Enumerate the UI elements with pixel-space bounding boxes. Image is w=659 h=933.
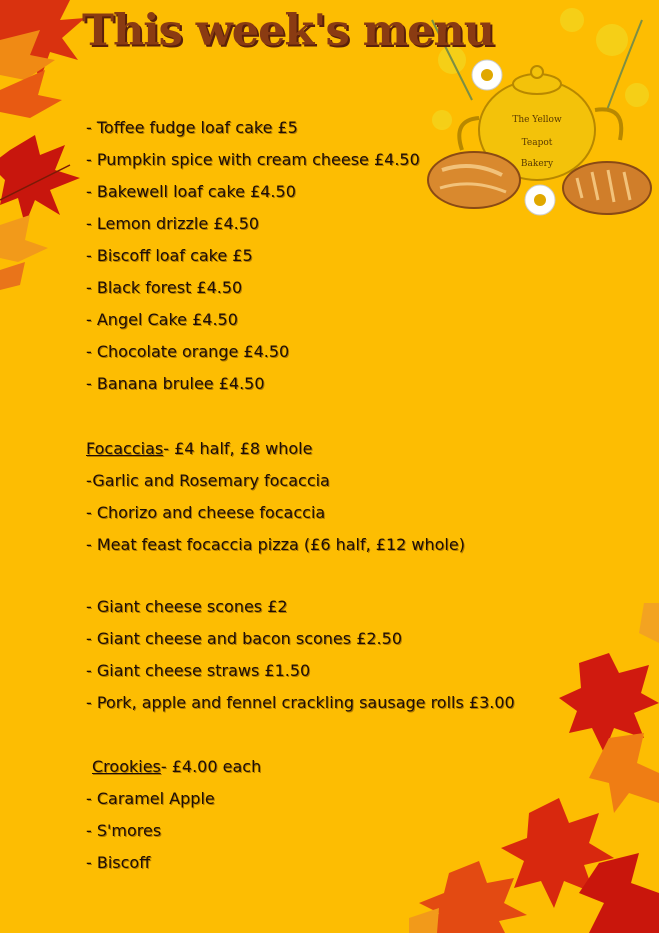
menu-item: - Pumpkin spice with cream cheese £4.50: [86, 150, 420, 169]
menu-item: - Biscoff: [86, 853, 151, 872]
page-title: This week's menu: [82, 6, 495, 56]
menu-item: - Chocolate orange £4.50: [86, 342, 290, 361]
menu-item: - Giant cheese straws £1.50: [86, 661, 311, 680]
menu-item: - Meat feast focaccia pizza (£6 half, £12 whole): [86, 535, 465, 554]
crookies-heading: Crookies: [92, 757, 161, 776]
menu-item: - Lemon drizzle £4.50: [86, 214, 260, 233]
menu-item: - Giant cheese scones £2: [86, 597, 288, 616]
logo-text-line3: Bakery: [520, 159, 554, 169]
menu-item: - Toffee fudge loaf cake £5: [86, 118, 298, 137]
section-heading-focaccias: [86, 439, 312, 458]
menu-item: - Giant cheese and bacon scones £2.50: [86, 629, 402, 648]
autumn-leaves-bottom-right-decoration: [409, 603, 659, 933]
menu-item: - Pork, apple and fennel crackling sausage rolls £3.00: [86, 693, 515, 712]
menu-item: - Banana brulee £4.50: [86, 374, 265, 393]
focaccias-price: - £4 half, £8 whole: [163, 439, 313, 458]
bread-loaf-icon: [428, 152, 520, 208]
focaccias-heading: Focaccias: [86, 439, 164, 458]
menu-item: - Angel Cake £4.50: [86, 310, 238, 329]
section-heading-crookies: [92, 757, 261, 776]
menu-item: - Bakewell loaf cake £4.50: [86, 182, 296, 201]
menu-item: - Black forest £4.50: [86, 278, 243, 297]
menu-item: - Biscoff loaf cake £5: [86, 246, 253, 265]
logo-text-line1: The Yellow: [512, 115, 562, 125]
logo-text-line2: Teapot: [521, 138, 553, 148]
menu-item: - S'mores: [86, 821, 162, 840]
menu-item: - Chorizo and cheese focaccia: [86, 503, 326, 522]
menu-item: -Garlic and Rosemary focaccia: [86, 471, 330, 490]
menu-item: - Caramel Apple: [86, 789, 215, 808]
daisy-icon: [472, 60, 502, 90]
crookies-price: - £4.00 each: [160, 757, 262, 776]
